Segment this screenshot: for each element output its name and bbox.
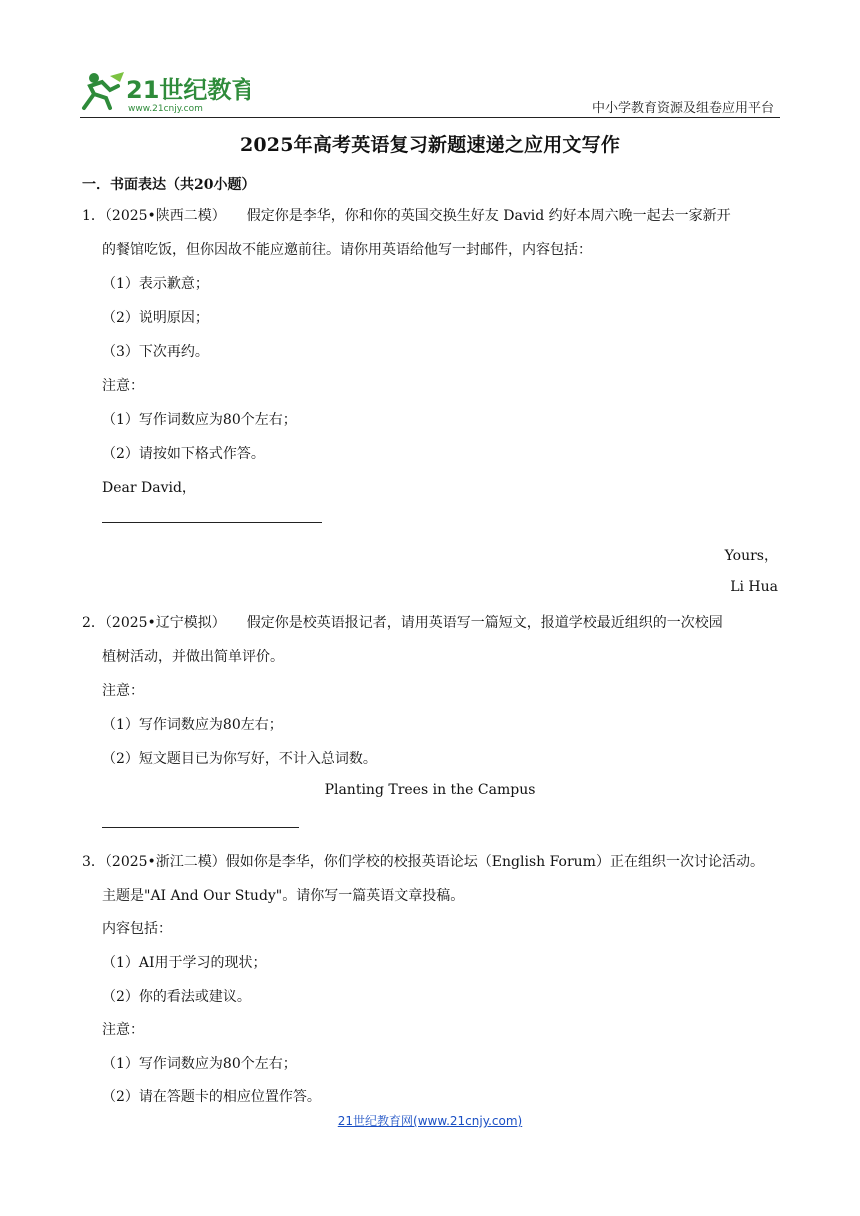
q1-line1: 1．（2025•陕西二模） 假定你是李华，你和你的英国交换生好友 David 约好本周六晚一起去一家新开 [82, 208, 731, 224]
section-heading: 一．书面表达（共20小题） [82, 177, 256, 193]
q1-closing: Yours， [724, 548, 778, 564]
q3-note: 注意： [102, 1022, 144, 1038]
q1-note: 注意： [102, 378, 144, 394]
q2-answer-blank [102, 827, 299, 828]
q3-item2: （2）你的看法或建议。 [102, 989, 251, 1005]
q3-line2: 主题是"AI And Our Study"。请你写一篇英语文章投稿。 [102, 888, 465, 904]
header-tagline: 中小学教育资源及组卷应用平台 [591, 101, 774, 116]
logo [80, 68, 250, 114]
q2-line2: 植树活动，并做出简单评价。 [102, 649, 284, 665]
q1-note2: （2）请按如下格式作答。 [102, 446, 265, 462]
footer-link[interactable]: 21世纪教育网(www.21cnjy.com) [337, 1114, 523, 1128]
q2-note1: （1）写作词数应为80左右； [102, 717, 283, 733]
q1-item2: （2）说明原因； [102, 310, 209, 326]
q1-salutation: Dear David， [102, 480, 196, 496]
q3-line1: 3．（2025•浙江二模）假如你是李华，你们学校的校报英语论坛（English Forum）正在组织一次讨论活动。 [82, 854, 764, 870]
q2-note2: （2）短文题目已为你写好，不计入总词数。 [102, 751, 377, 767]
q1-note1: （1）写作词数应为80个左右； [102, 412, 297, 428]
q3-note2: （2）请在答题卡的相应位置作答。 [102, 1089, 321, 1105]
q1-answer-blank [102, 522, 322, 523]
q1-item1: （1）表示歉意； [102, 276, 209, 292]
q3-content: 内容包括： [102, 921, 172, 937]
logo-url: www.21cnjy.com [128, 104, 203, 114]
runner-logo-icon [80, 68, 250, 114]
q3-item1: （1）AI用于学习的现状； [102, 955, 267, 971]
q2-essay-title: Planting Trees in the Campus [324, 782, 536, 798]
q1-line2: 的餐馆吃饭，但你因故不能应邀前往。请你用英语给他写一封邮件，内容包括： [102, 242, 592, 258]
logo-text: 21世纪教育 [126, 76, 250, 104]
page-title: 2025年高考英语复习新题速递之应用文写作 [239, 134, 621, 156]
q2-note: 注意： [102, 683, 144, 699]
header-divider [80, 117, 780, 118]
q3-note1: （1）写作词数应为80个左右； [102, 1056, 297, 1072]
q1-signature: Li Hua [730, 579, 778, 595]
q2-line1: 2．（2025•辽宁模拟） 假定你是校英语报记者，请用英语写一篇短文，报道学校最近组织的一次校园 [82, 615, 723, 631]
q1-item3: （3）下次再约。 [102, 344, 209, 360]
